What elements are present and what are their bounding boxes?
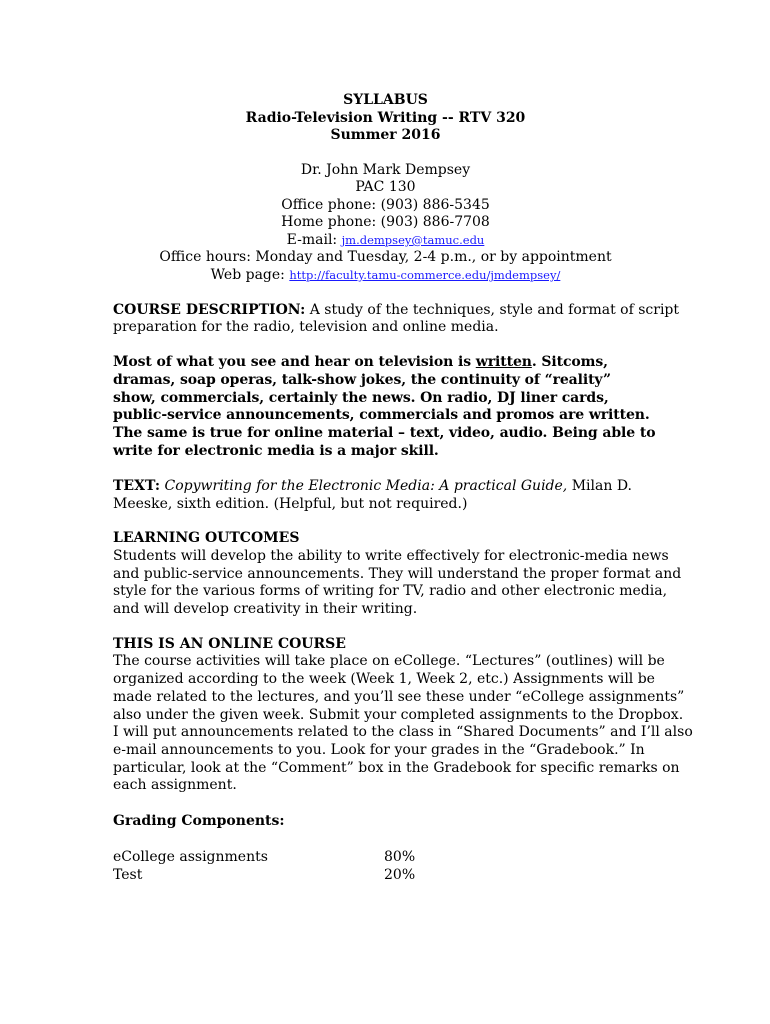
emphasis-line-3: show, commercials, certainly the news. On radio, DJ liner cards, bbox=[113, 389, 609, 406]
online-course-heading: THIS IS AN ONLINE COURSE bbox=[113, 635, 346, 652]
office-hours: Office hours: Monday and Tuesday, 2-4 p.m., or by appointment bbox=[159, 249, 612, 266]
course-title: Radio-Television Writing -- RTV 320 bbox=[245, 109, 526, 126]
home-phone: Home phone: (903) 886-7708 bbox=[281, 214, 490, 231]
online-course-line: organized according to the week (Week 1, Week 2, etc.) Assignments will be bbox=[113, 671, 655, 688]
grading-percent: 20% bbox=[384, 866, 416, 883]
instructor-office: PAC 130 bbox=[355, 179, 416, 196]
online-course-line: also under the given week. Submit your completed assignments to the Dropbox. bbox=[113, 706, 684, 723]
instructor-info bbox=[113, 162, 658, 285]
grading-components bbox=[113, 813, 658, 884]
syllabus-header bbox=[113, 92, 658, 145]
online-course-line: The course activities will take place on eCollege. “Lectures” (outlines) will be bbox=[113, 653, 665, 670]
email-label: E-mail: bbox=[286, 231, 342, 248]
online-course-line: particular, look at the “Comment” box in the Gradebook for specific remarks on bbox=[113, 759, 680, 776]
textbook-title: Copywriting for the Electronic Media: A practical Guide, bbox=[164, 477, 568, 494]
webpage-link[interactable]: http://faculty.tamu-commerce.edu/jmdempsey/ bbox=[289, 268, 561, 283]
grading-item: eCollege assignments bbox=[113, 848, 268, 865]
course-description bbox=[113, 301, 680, 337]
online-course-line: made related to the lectures, and you’ll see these under “eCollege assignments” bbox=[113, 688, 685, 705]
emphasis-line-1-pre: Most of what you see and hear on television is bbox=[113, 354, 476, 371]
instructor-name: Dr. John Mark Dempsey bbox=[300, 161, 471, 178]
learning-outcomes-line: Students will develop the ability to write effectively for electronic-media news bbox=[113, 547, 669, 564]
text-label: TEXT: bbox=[113, 477, 161, 494]
grading-row bbox=[113, 848, 658, 866]
grading-heading: Grading Components: bbox=[113, 813, 285, 830]
course-description-label: COURSE DESCRIPTION: bbox=[113, 301, 306, 318]
grading-row bbox=[113, 866, 658, 884]
webpage-label: Web page: bbox=[210, 267, 290, 284]
online-course-line: e-mail announcements to you. Look for your grades in the “Gradebook.” In bbox=[113, 741, 645, 758]
webpage-line bbox=[113, 267, 658, 285]
course-term: Summer 2016 bbox=[330, 127, 441, 143]
emphasis-line-5: The same is true for online material – text, video, audio. Being able to bbox=[113, 425, 656, 442]
emphasis-line-1-post: . Sitcoms, bbox=[531, 354, 608, 371]
syllabus-page bbox=[113, 92, 693, 884]
online-course-line: I will put announcements related to the class in “Shared Documents” and I’ll also bbox=[113, 724, 693, 741]
emphasis-line-6: write for electronic media is a major skill. bbox=[113, 443, 439, 460]
learning-outcomes-line: and public-service announcements. They will understand the proper format and bbox=[113, 565, 682, 582]
email-link[interactable]: jm.dempsey@tamuc.edu bbox=[341, 232, 485, 247]
online-course-line: each assignment. bbox=[113, 777, 237, 794]
learning-outcomes-line: and will develop creativity in their writing. bbox=[113, 601, 418, 618]
emphasis-underlined-word: written bbox=[475, 354, 532, 371]
office-phone: Office phone: (903) 886-5345 bbox=[281, 196, 490, 213]
grading-item: Test bbox=[113, 866, 143, 883]
learning-outcomes-line: style for the various forms of writing for TV, radio and other electronic media, bbox=[113, 583, 668, 600]
document-title: SYLLABUS bbox=[343, 92, 428, 108]
grading-percent: 80% bbox=[384, 848, 416, 865]
online-course bbox=[113, 635, 693, 795]
emphasis-paragraph bbox=[113, 354, 658, 461]
email-line bbox=[113, 232, 658, 250]
course-description-line-1: A study of the techniques, style and format of script bbox=[305, 301, 680, 318]
course-description-line-2: preparation for the radio, television and online media. bbox=[113, 319, 499, 336]
emphasis-line-2: dramas, soap operas, talk-show jokes, the continuity of “reality” bbox=[113, 371, 611, 388]
emphasis-line-4: public-service announcements, commercials and promos are written. bbox=[113, 407, 650, 424]
textbook-edition: Meeske, sixth edition. (Helpful, but not required.) bbox=[113, 495, 468, 512]
learning-outcomes bbox=[113, 530, 682, 619]
text-section bbox=[113, 478, 658, 513]
learning-outcomes-heading: LEARNING OUTCOMES bbox=[113, 530, 300, 547]
textbook-author: Milan D. bbox=[567, 477, 632, 494]
